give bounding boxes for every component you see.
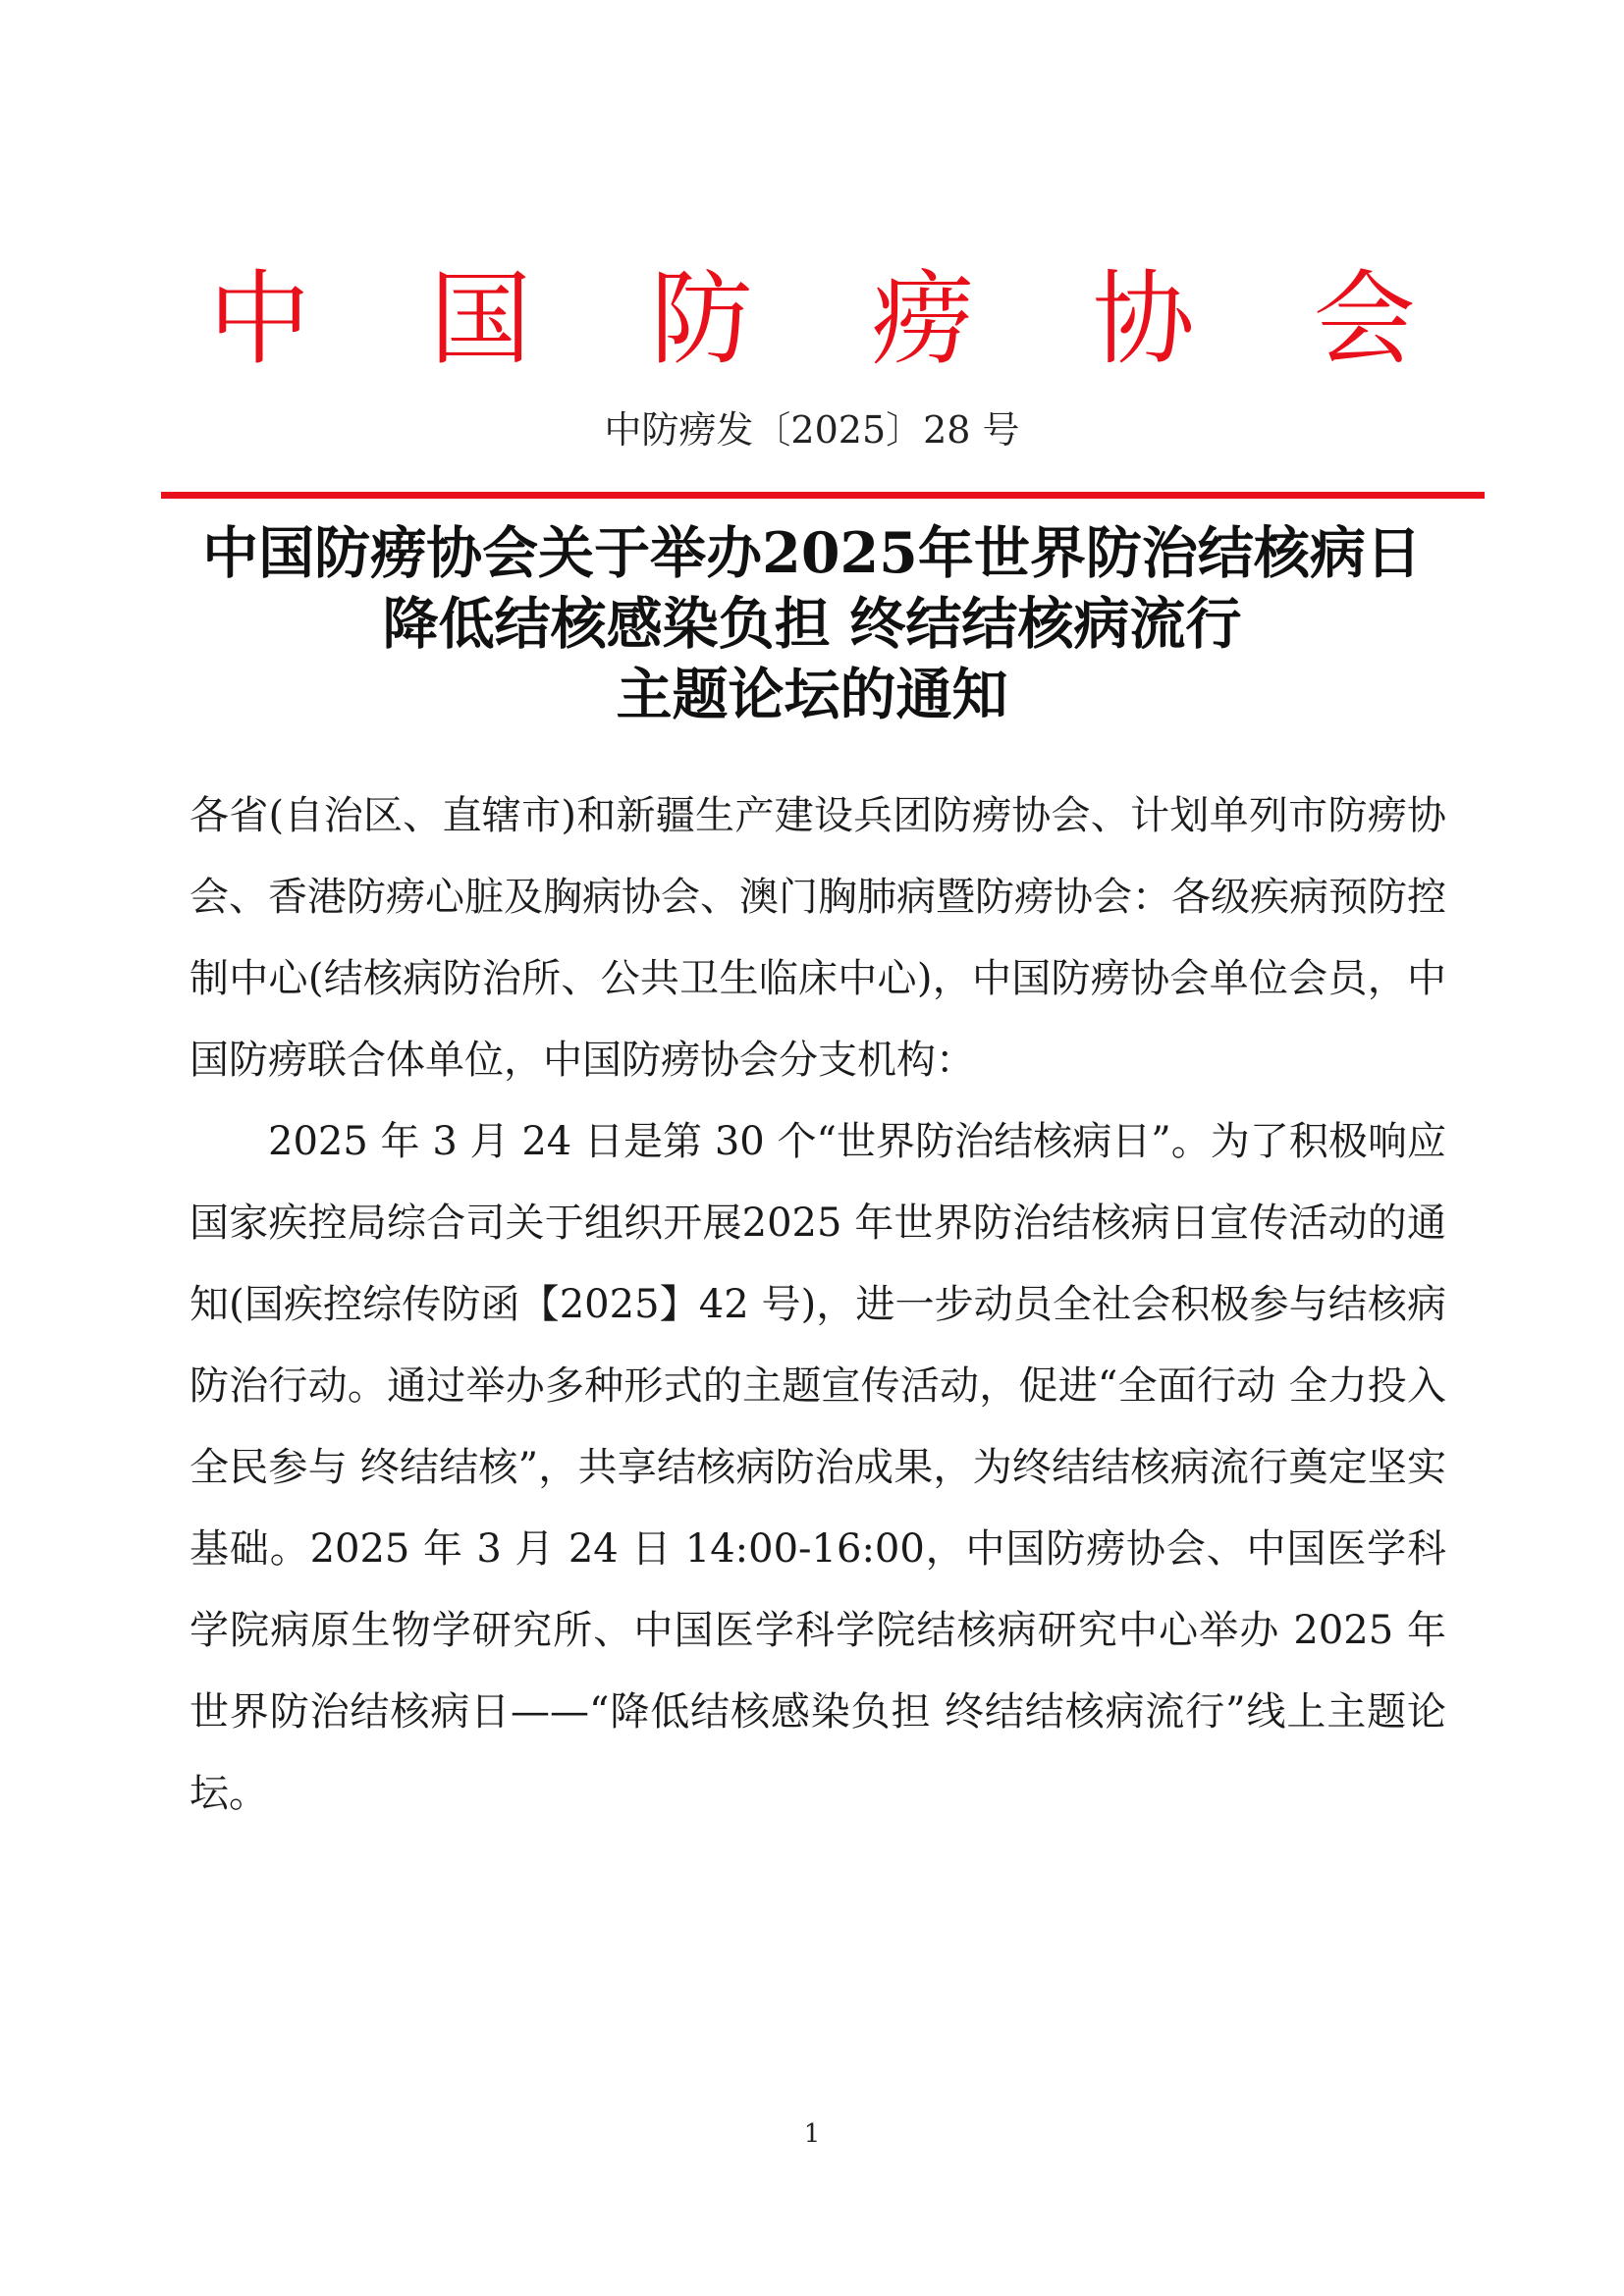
organization-masthead: 中 国 防 痨 协 会 xyxy=(208,259,1459,379)
title-line-3: 主题论坛的通知 xyxy=(616,662,1008,727)
title-line-2: 降低结核感染负担 终结结核病流行 xyxy=(382,591,1242,657)
salutation-paragraph: 各省(自治区、直辖市)和新疆生产建设兵团防痨协会、计划单列市防痨协会、香港防痨心脏及胸病协会、澳门胸肺病暨防痨协会：各级疾病预防控制中心(结核病防治所、公共卫生临床中心)，中国防痨协会单位会员，中国防痨联合体单位，中国防痨协会分支机构： xyxy=(189,793,1446,1083)
page-number: 1 xyxy=(803,2119,821,2149)
title-line-1: 中国防痨协会关于举办2025年世界防治结核病日 xyxy=(202,520,1422,586)
red-divider-line xyxy=(161,492,1485,499)
document-number: 中防痨发〔2025〕28 号 xyxy=(604,408,1020,452)
body-paragraph-1: 2025 年 3 月 24 日是第 30 个“世界防治结核病日”。为了积极响应国家疾控局综合司关于组织开展2025 年世界防治结核病日宣传活动的通知(国疾控综传防函【2025】42 号)，进一步动员全社会积极参与结核病防治行动。通过举办多种形式的主题宣传活动，促进“全面行动 全力投入 全民参与 终结结核”，共享结核病防治成果，为终结结核病流行奠定坚实基础。2025 年 3 月 24 日 14:00-16:00，中国防痨协会、中国医学科学院病原生物学研究所、中国医学科学院结核病研究中心举办 2025 年世界防治结核病日——“降低结核感染负担 终结结核病流行”线上主题论坛。 xyxy=(189,1119,1446,1816)
notice-body xyxy=(189,775,1446,1835)
notice-title xyxy=(0,518,1624,730)
